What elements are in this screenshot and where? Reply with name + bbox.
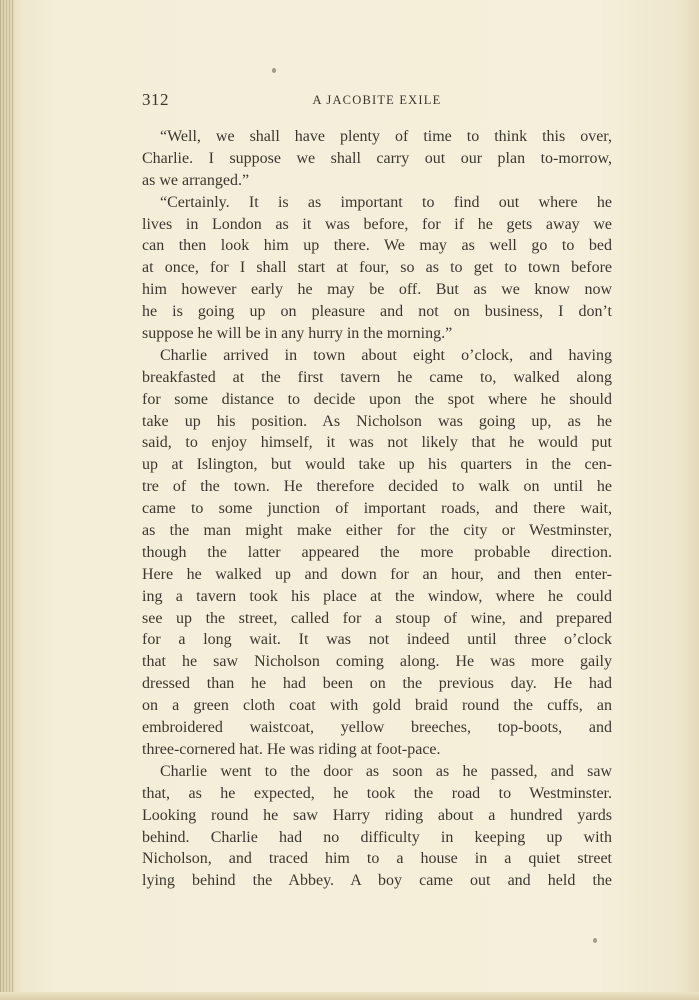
text-line: at once, for I shall start at four, so as to get to town before [142, 259, 612, 277]
text-line: him however early he may be off. But as we know now [142, 281, 612, 299]
text-line: “Certainly. It is as important to find out where he [160, 193, 612, 211]
page-number: 312 [142, 90, 169, 109]
text-line: he is going up on pleasure and not on business, I don’t [142, 303, 612, 321]
text-line: dressed than he had been on the previous day. He had [142, 675, 612, 693]
page-header [142, 90, 612, 114]
text-line: up at Islington, but would take up his quarters in the cen- [142, 456, 612, 474]
text-line: behind. Charlie had no difficulty in keeping up with [142, 828, 612, 846]
text-line: though the latter appeared the more probable direction. [142, 543, 612, 561]
text-line: that, as he expected, he took the road to Westminster. [142, 784, 612, 802]
text-line: Nicholson, and traced him to a house in a quiet street [142, 850, 612, 868]
text-line: take up his position. As Nicholson was going up, as he [142, 412, 612, 430]
running-title: A JACOBITE EXILE [312, 93, 442, 107]
body-text [142, 126, 612, 892]
printer-mark-top [272, 68, 276, 73]
text-line: that he saw Nicholson coming along. He was more gaily [142, 653, 612, 671]
text-line: Charlie. I suppose we shall carry out our plan to-morrow, [142, 149, 612, 167]
text-line: Charlie arrived in town about eight o’clock, and having [160, 346, 612, 364]
page-bottom-edge [0, 992, 699, 1000]
printer-mark-bottom [593, 938, 597, 943]
text-line: three-cornered hat. He was riding at foot-pace. [142, 740, 441, 758]
text-line: tre of the town. He therefore decided to walk on until he [142, 478, 612, 496]
text-line: breakfasted at the first tavern he came to, walked along [142, 368, 612, 386]
text-line: lives in London as it was before, for if he gets away we [142, 215, 612, 233]
text-line: can then look him up there. We may as well go to bed [142, 237, 612, 255]
text-line: see up the street, called for a stoup of wine, and prepared [142, 609, 612, 627]
text-line: as the man might make either for the city or Westminster, [142, 522, 612, 540]
binding-gutter [0, 0, 14, 1000]
text-line: on a green cloth coat with gold braid round the cuffs, an [142, 697, 612, 715]
text-line: as we arranged.” [142, 171, 250, 189]
text-line: ing a tavern took his place at the window, where he could [142, 587, 612, 605]
text-line: Here he walked up and down for an hour, and then enter- [142, 565, 612, 583]
text-line: Looking round he saw Harry riding about a hundred yards [142, 806, 612, 824]
text-line: Charlie went to the door as soon as he passed, and saw [160, 762, 612, 780]
text-line: lying behind the Abbey. A boy came out and held the [142, 872, 612, 890]
text-line: said, to enjoy himself, it was not likely that he would put [142, 434, 612, 452]
text-line: for some distance to decide upon the spot where he should [142, 390, 612, 408]
text-line: for a long wait. It was not indeed until three o’clock [142, 631, 612, 649]
text-line: came to some junction of important roads, and there wait, [142, 500, 612, 518]
text-line: suppose he will be in any hurry in the morning.” [142, 325, 453, 343]
text-line: “Well, we shall have plenty of time to think this over, [160, 128, 612, 145]
text-line: embroidered waistcoat, yellow breeches, top-boots, and [142, 719, 612, 737]
